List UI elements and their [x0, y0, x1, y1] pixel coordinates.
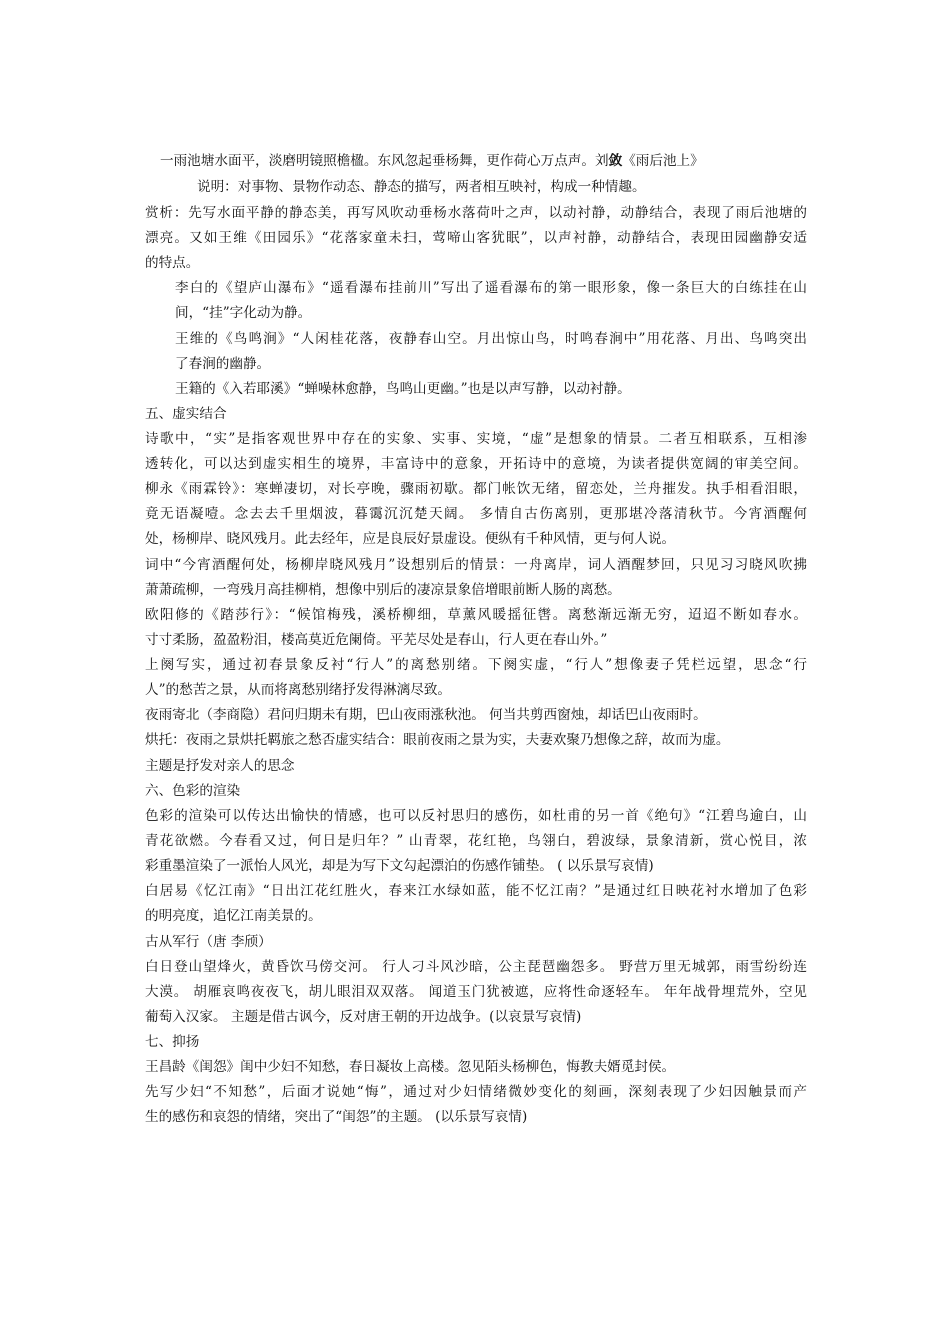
- paragraph-line: 欧阳修的《踏莎行》：“候馆梅残，溪桥柳细，草薰风暖摇征辔。离愁渐远渐无穷，迢迢不断如春水。: [145, 607, 807, 623]
- poem-line: [160, 152, 800, 170]
- paragraph-line: 青花欲燃。今春看又过，何日是归年？” 山青翠，花红艳，鸟翎白，碧波绿，景象清新，赏心悦目，浓: [145, 833, 807, 849]
- paragraph-line: 柳永《雨霖铃》：寒蝉凄切，对长亭晚，骤雨初歇。都门帐饮无绪，留恋处，兰舟摧发。执手相看泪眼，: [145, 481, 807, 497]
- paragraph-line: 人”的愁苦之景，从而将离愁别绪抒发得淋漓尽致。: [145, 682, 452, 698]
- paragraph-line: 李白的《望庐山瀑布》“遥看瀑布挂前川”写出了遥看瀑布的第一眼形象，像一条巨大的白练挂在山: [175, 280, 807, 296]
- paragraph-line: 词中“今宵酒醒何处，杨柳岸晓风残月”设想别后的情景：一舟离岸，词人酒醒梦回，只见习习晓风吹拂: [145, 557, 807, 573]
- paragraph-line: 间，“挂”字化动为静。: [175, 305, 312, 321]
- paragraph-line: 白居易《忆江南》“日出江花红胜火，春来江水绿如蓝，能不忆江南？”是通过红日映花衬水增加了色彩: [145, 883, 807, 899]
- note-line: 说明：对事物、景物作动态、静态的描写，两者相互映衬，构成一种情趣。: [197, 179, 646, 195]
- analysis-line: 漂亮。又如王维《田园乐》“花落家童未扫，莺啼山客犹眠”，以声衬静，动静结合，表现田园幽静安适: [145, 230, 807, 246]
- poem-line: 葡萄入汉家。 主题是借古讽今，反对唐王朝的开边战争。(以哀景写哀情): [145, 1009, 582, 1025]
- analysis-line: 的特点。: [145, 255, 200, 271]
- paragraph-line: 处，杨柳岸、晓风残月。此去经年，应是良辰好景虚设。便纵有千种风情，更与何人说。: [145, 531, 676, 547]
- paragraph-line: 透转化，可以达到虚实相生的境界，丰富诗中的意象，开拓诗中的意境，为读者提供宽阔的审美空间。: [145, 456, 807, 472]
- paragraph-line: 生的感伤和哀怨的情绪，突出了“闺怨”的主题。 (以乐景写哀情): [145, 1109, 528, 1125]
- paragraph-line: 上阕写实，通过初春景象反衬“行人”的离愁别绪。下阕实虚，“行人”想像妻子凭栏远望，思念“行: [145, 657, 807, 673]
- poem-line: 夜雨寄北（李商隐）君问归期未有期，巴山夜雨涨秋池。 何当共剪西窗烛，却话巴山夜雨时。: [145, 707, 707, 723]
- poem-line: 王昌龄《闺怨》闺中少妇不知愁，春日凝妆上高楼。忽见陌头杨柳色，悔教夫婿觅封侯。: [145, 1059, 676, 1075]
- paragraph-line: 彩重墨渲染了一派怡人风光，却是为写下文勾起漂泊的伤感作铺垫。 ( 以乐景写哀情): [145, 858, 654, 874]
- paragraph-line: 萧萧疏柳，一弯残月高挂柳梢，想像中别后的凄凉景象倍增眼前断人肠的离愁。: [145, 582, 621, 598]
- poem-text: 一雨池塘水面平，淡磨明镜照檐楹。东风忽起垂杨舞，更作荷心万点声。刘: [160, 153, 609, 169]
- poet-name-char: 敛: [608, 153, 623, 169]
- paragraph-line: 色彩的渲染可以传达出愉快的情感，也可以反衬思归的感伤，如杜甫的另一首《绝句》“江碧鸟逾白，山: [145, 808, 807, 824]
- paragraph-line: 王籍的《入若耶溪》“蝉噪林愈静，鸟鸣山更幽。”也是以声写静，以动衬静。: [175, 381, 631, 397]
- section-heading: 七、抑扬: [145, 1034, 200, 1050]
- paragraph-line: 烘托：夜雨之景烘托羁旅之愁否虚实结合：眼前夜雨之景为实，夫妻欢聚乃想像之辞，故而为虚。: [145, 732, 730, 748]
- poem-line: 大漠。 胡雁哀鸣夜夜飞，胡儿眼泪双双落。 闻道玉门犹被遮，应将性命逐轻车。 年年战骨埋荒外，空见: [145, 984, 807, 1000]
- paragraph-line: 竟无语凝噎。念去去千里烟波，暮霭沉沉楚天阔。 多情自古伤离别，更那堪冷落清秋节。今宵酒醒何: [145, 506, 807, 522]
- paragraph-line: 寸寸柔肠，盈盈粉泪，楼高莫近危阑倚。平芜尽处是春山，行人更在春山外。”: [145, 632, 608, 648]
- paragraph-line: 王维的《鸟鸣涧》“人闲桂花落，夜静春山空。月出惊山鸟，时鸣春涧中”用花落、月出、鸟鸣突出: [175, 331, 807, 347]
- analysis-line: 赏析：先写水面平静的静态美，再写风吹动垂杨水落荷叶之声，以动衬静，动静结合，表现了雨后池塘的: [145, 205, 807, 221]
- section-heading: 五、虚实结合: [145, 406, 227, 422]
- paragraph-line: 主题是抒发对亲人的思念: [145, 758, 295, 774]
- paragraph-line: 了春涧的幽静。: [175, 356, 271, 372]
- poem-title: 《雨后池上》: [622, 153, 704, 169]
- paragraph-line: 先写少妇“不知愁”，后面才说她“悔”，通过对少妇情绪微妙变化的刻画，深刻表现了少妇因触景而产: [145, 1084, 807, 1100]
- poem-title: 古从军行（唐 李颀）: [145, 934, 272, 950]
- section-heading: 六、色彩的渲染: [145, 783, 241, 799]
- poem-line: 白日登山望烽火，黄昏饮马傍交河。 行人刁斗风沙暗，公主琵琶幽怨多。 野营万里无城郭，雨雪纷纷连: [145, 959, 807, 975]
- paragraph-line: 诗歌中，“实”是指客观世界中存在的实象、实事、实境，“虚”是想象的情景。二者互相联系，互相渗: [145, 431, 807, 447]
- paragraph-line: 的明亮度，追忆江南美景的。: [145, 908, 322, 924]
